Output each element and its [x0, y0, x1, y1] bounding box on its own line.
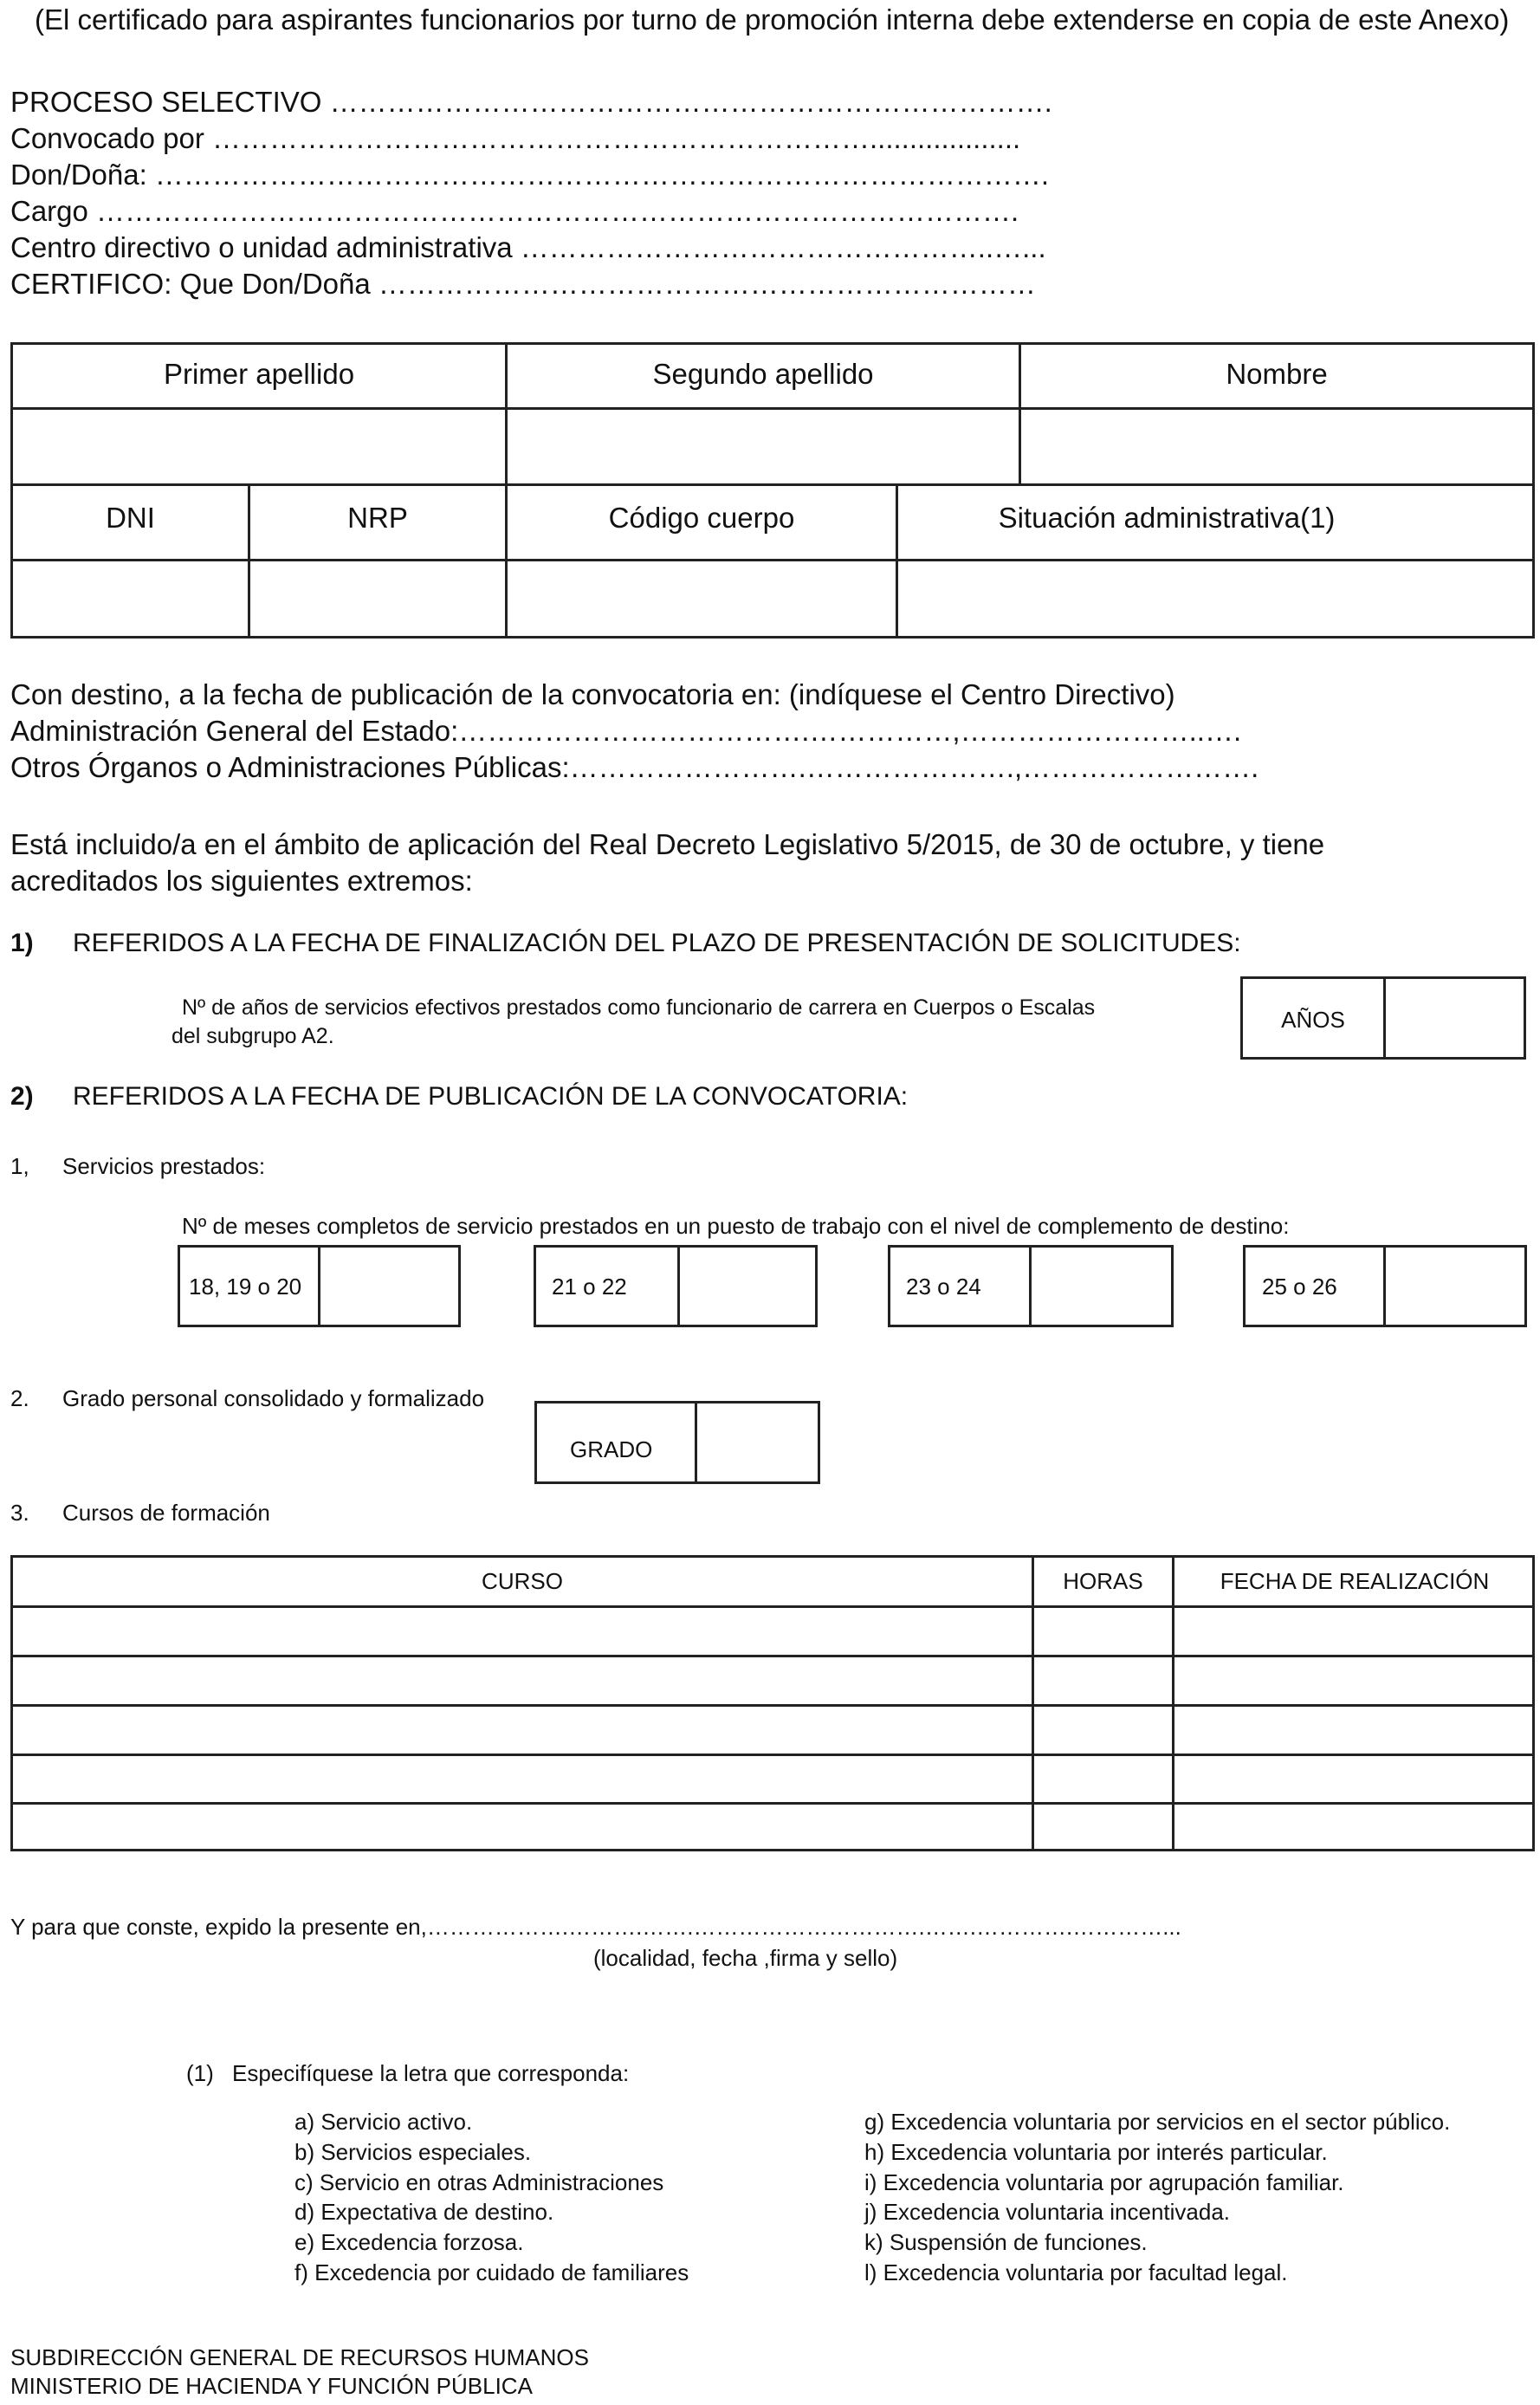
box-divider	[677, 1245, 680, 1327]
horas-header: HORAS	[1063, 1568, 1143, 1594]
list-item: e) Excedencia forzosa.	[294, 2229, 524, 2255]
grado-label: GRADO	[570, 1436, 653, 1462]
table-divider	[10, 1655, 1535, 1657]
list-item: h) Excedencia voluntaria por interés particular.	[864, 2139, 1328, 2165]
intro-line-2: acreditados los siguientes extremos:	[10, 865, 473, 897]
box-divider	[1383, 976, 1386, 1060]
codigo-cuerpo-header: Código cuerpo	[608, 502, 795, 534]
closing-line: Y para que conste, expido la presente en,……………….……….…….………………………….…….………….…………...	[10, 1914, 1181, 1940]
table-divider	[10, 1802, 1535, 1805]
box-divider	[695, 1401, 697, 1484]
footnote-number: (1)	[186, 2060, 214, 2086]
level-label: 21 o 22	[552, 1274, 627, 1300]
box-divider	[1383, 1245, 1386, 1327]
otros-organos-line: Otros Órganos o Administraciones Públicas:…………………….………………….,…………………….	[10, 751, 1259, 783]
intro-line-1: Está incluido/a en el ámbito de aplicación del Real Decreto Legislativo 5/2015, de 30 de octubre, y tiene	[10, 828, 1325, 860]
table-divider	[10, 407, 1535, 410]
list-item: k) Suspensión de funciones.	[864, 2229, 1148, 2255]
dni-header: DNI	[106, 502, 155, 534]
list-item: c) Servicio en otras Administraciones	[294, 2169, 664, 2195]
level-label: 18, 19 o 20	[189, 1274, 302, 1300]
top-note: (El certificado para aspirantes funcionarios por turno de promoción interna debe extenderse en copia de este Anexo)	[35, 3, 1510, 36]
courses-table-border	[10, 1555, 1535, 1851]
footnote-title: Especifíquese la letra que corresponda:	[232, 2060, 630, 2086]
level-label: 25 o 26	[1262, 1274, 1337, 1300]
list-item: j) Excedencia voluntaria incentivada.	[864, 2199, 1231, 2225]
months-description: Nº de meses completos de servicio prestados en un puesto de trabajo con el nivel de complemento de destino:	[182, 1213, 1290, 1239]
section2-title: REFERIDOS A LA FECHA DE PUBLICACIÓN DE LA CONVOCATORIA:	[73, 1082, 909, 1111]
table-divider	[10, 1605, 1535, 1608]
certifico-line: CERTIFICO: Que Don/Doña ……………………………………………………………	[10, 268, 1036, 300]
item3-label: Cursos de formación	[62, 1500, 270, 1526]
curso-header: CURSO	[482, 1568, 563, 1594]
section1-title: REFERIDOS A LA FECHA DE FINALIZACIÓN DEL PLAZO DE PRESENTACIÓN DE SOLICITUDES:	[73, 929, 1241, 957]
cargo-line: Cargo …………………………………………………………………………………….	[10, 195, 1019, 227]
table-divider	[10, 559, 1535, 561]
proceso-selectivo-line: PROCESO SELECTIVO ………………………………………………………………….	[10, 86, 1052, 118]
item2-number: 2.	[10, 1385, 29, 1411]
list-item: f) Excedencia por cuidado de familiares	[294, 2259, 689, 2285]
table-divider	[10, 1704, 1535, 1707]
segundo-apellido-header: Segundo apellido	[652, 358, 874, 390]
nrp-header: NRP	[347, 502, 408, 534]
section1-number: 1)	[10, 929, 34, 957]
fecha-realizacion-header: FECHA DE REALIZACIÓN	[1220, 1568, 1490, 1594]
list-item: b) Servicios especiales.	[294, 2139, 532, 2165]
primer-apellido-header: Primer apellido	[163, 358, 355, 390]
list-item: d) Expectativa de destino.	[294, 2199, 554, 2225]
destino-line: Con destino, a la fecha de publicación de la convocatoria en: (indíquese el Centro Directivo)	[10, 678, 1175, 710]
don-dona-line: Don/Doña: ………………………………………………………………………………….	[10, 159, 1050, 191]
footer-line-2: MINISTERIO DE HACIENDA Y FUNCIÓN PÚBLICA	[10, 2373, 533, 2399]
anos-label: AÑOS	[1281, 1007, 1345, 1033]
level-label: 23 o 24	[906, 1274, 981, 1300]
centro-directivo-line: Centro directivo o unidad administrativa …………………………………………..…...	[10, 231, 1046, 263]
footer-line-1: SUBDIRECCIÓN GENERAL DE RECURSOS HUMANOS	[10, 2344, 589, 2370]
age-line: Administración General del Estado:……………………………….……………,……………………..….	[10, 715, 1242, 747]
list-item: g) Excedencia voluntaria por servicios en el sector público.	[864, 2109, 1451, 2135]
list-item: a) Servicio activo.	[294, 2109, 473, 2135]
situacion-administrativa-header: Situación administrativa(1)	[998, 502, 1336, 534]
closing-sub: (localidad, fecha ,firma y sello)	[593, 1945, 898, 1971]
list-item: l) Excedencia voluntaria por facultad legal.	[864, 2259, 1288, 2285]
box-divider	[318, 1245, 320, 1327]
section1-desc-2: del subgrupo A2.	[171, 1024, 334, 1048]
item1-number: 1,	[10, 1153, 29, 1179]
convocado-por-line: Convocado por ……………………………………………………………...................	[10, 122, 1021, 154]
nombre-header: Nombre	[1226, 358, 1328, 390]
item3-number: 3.	[10, 1500, 29, 1526]
box-divider	[1029, 1245, 1032, 1327]
table-divider	[1032, 1555, 1034, 1851]
list-item: i) Excedencia voluntaria por agrupación familiar.	[864, 2169, 1344, 2195]
section1-desc-1: Nº de años de servicios efectivos prestados como funcionario de carrera en Cuerpos o Escalas	[182, 995, 1096, 1020]
table-divider	[10, 1754, 1535, 1756]
table-divider	[10, 483, 1535, 486]
item2-label: Grado personal consolidado y formalizado	[62, 1385, 485, 1411]
section2-number: 2)	[10, 1082, 34, 1111]
table-divider	[1172, 1555, 1174, 1851]
item1-label: Servicios prestados:	[62, 1153, 266, 1179]
